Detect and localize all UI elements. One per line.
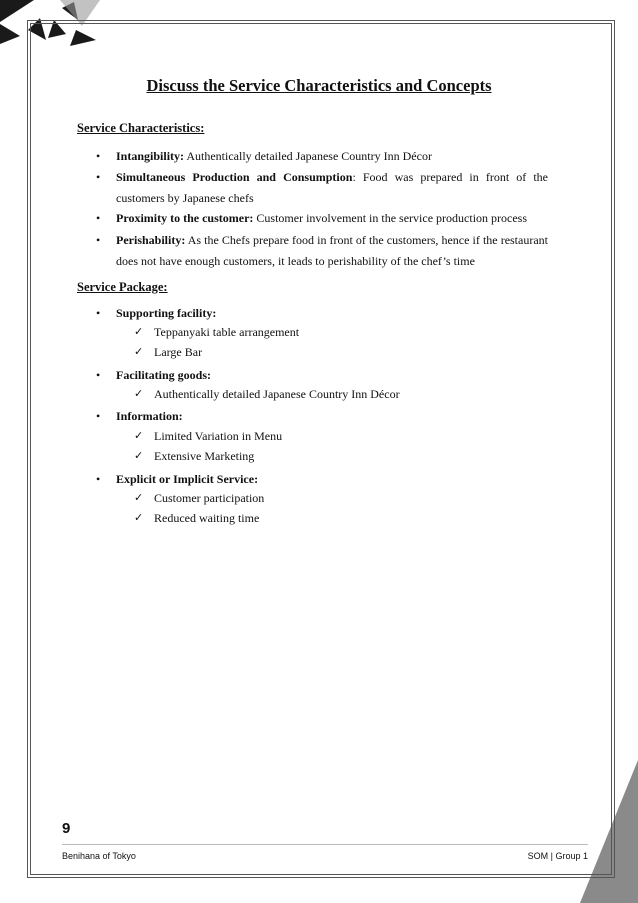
characteristic-text: Authentically detailed Japanese Country Inn Décor (184, 149, 432, 163)
checkmark-icon: ✓ (134, 429, 144, 442)
characteristic-item (96, 208, 548, 229)
package-item: ✓ Teppanyaki table arrangement (154, 322, 299, 342)
package-item: ✓ Limited Variation in Menu (154, 426, 282, 446)
checkmark-icon: ✓ (134, 491, 144, 504)
characteristic-term: Simultaneous Production and Consumption (116, 170, 353, 184)
package-item: ✓ Large Bar (154, 342, 202, 362)
characteristic-term: Intangibility: (116, 149, 185, 163)
bullet-icon: • (96, 233, 101, 247)
package-group-label: • Facilitating goods: (116, 365, 548, 386)
bullet-icon: • (96, 368, 101, 382)
characteristic-text: As the Chefs prepare food in front of the customers, hence if the restaurant does not have enough customers, it leads to perishability of the chef’s time (116, 233, 548, 268)
checkmark-icon: ✓ (134, 449, 144, 462)
package-item: ✓ Reduced waiting time (154, 508, 259, 528)
bullet-icon: • (96, 149, 101, 163)
characteristic-text: Customer involvement in the service production process (253, 211, 528, 225)
footer-divider (62, 844, 588, 845)
package-group-label: • Information: (116, 406, 548, 427)
package-item: ✓ Authentically detailed Japanese Country Inn Décor (154, 384, 400, 404)
package-group-label: • Explicit or Implicit Service: (116, 469, 548, 490)
checkmark-icon: ✓ (134, 325, 144, 338)
package-item: ✓ Extensive Marketing (154, 446, 254, 466)
bullet-icon: • (96, 211, 101, 225)
package-group-label: • Supporting facility: (116, 303, 548, 324)
characteristic-item (96, 230, 548, 272)
package-heading: Service Package: (77, 280, 168, 294)
bullet-icon: • (96, 306, 101, 320)
page-number: 9 (62, 820, 71, 837)
characteristic-item (96, 167, 548, 209)
characteristic-text: : Food was prepared in front of the customers by Japanese chefs (116, 170, 548, 205)
page-title: Discuss the Service Characteristics and Concepts (146, 76, 492, 95)
characteristic-term: Perishability: (116, 233, 186, 247)
checkmark-icon: ✓ (134, 511, 144, 524)
checkmark-icon: ✓ (134, 387, 144, 400)
bullet-icon: • (96, 170, 101, 184)
package-item: ✓ Customer participation (154, 488, 264, 508)
characteristic-term: Proximity to the customer: (116, 211, 254, 225)
characteristic-item (96, 146, 548, 167)
footer-document-title: Benihana of Tokyo (62, 851, 136, 861)
characteristics-heading: Service Characteristics: (77, 121, 205, 135)
footer-group-label: SOM | Group 1 (527, 851, 588, 861)
bullet-icon: • (96, 472, 101, 486)
bullet-icon: • (96, 409, 101, 423)
checkmark-icon: ✓ (134, 345, 144, 358)
